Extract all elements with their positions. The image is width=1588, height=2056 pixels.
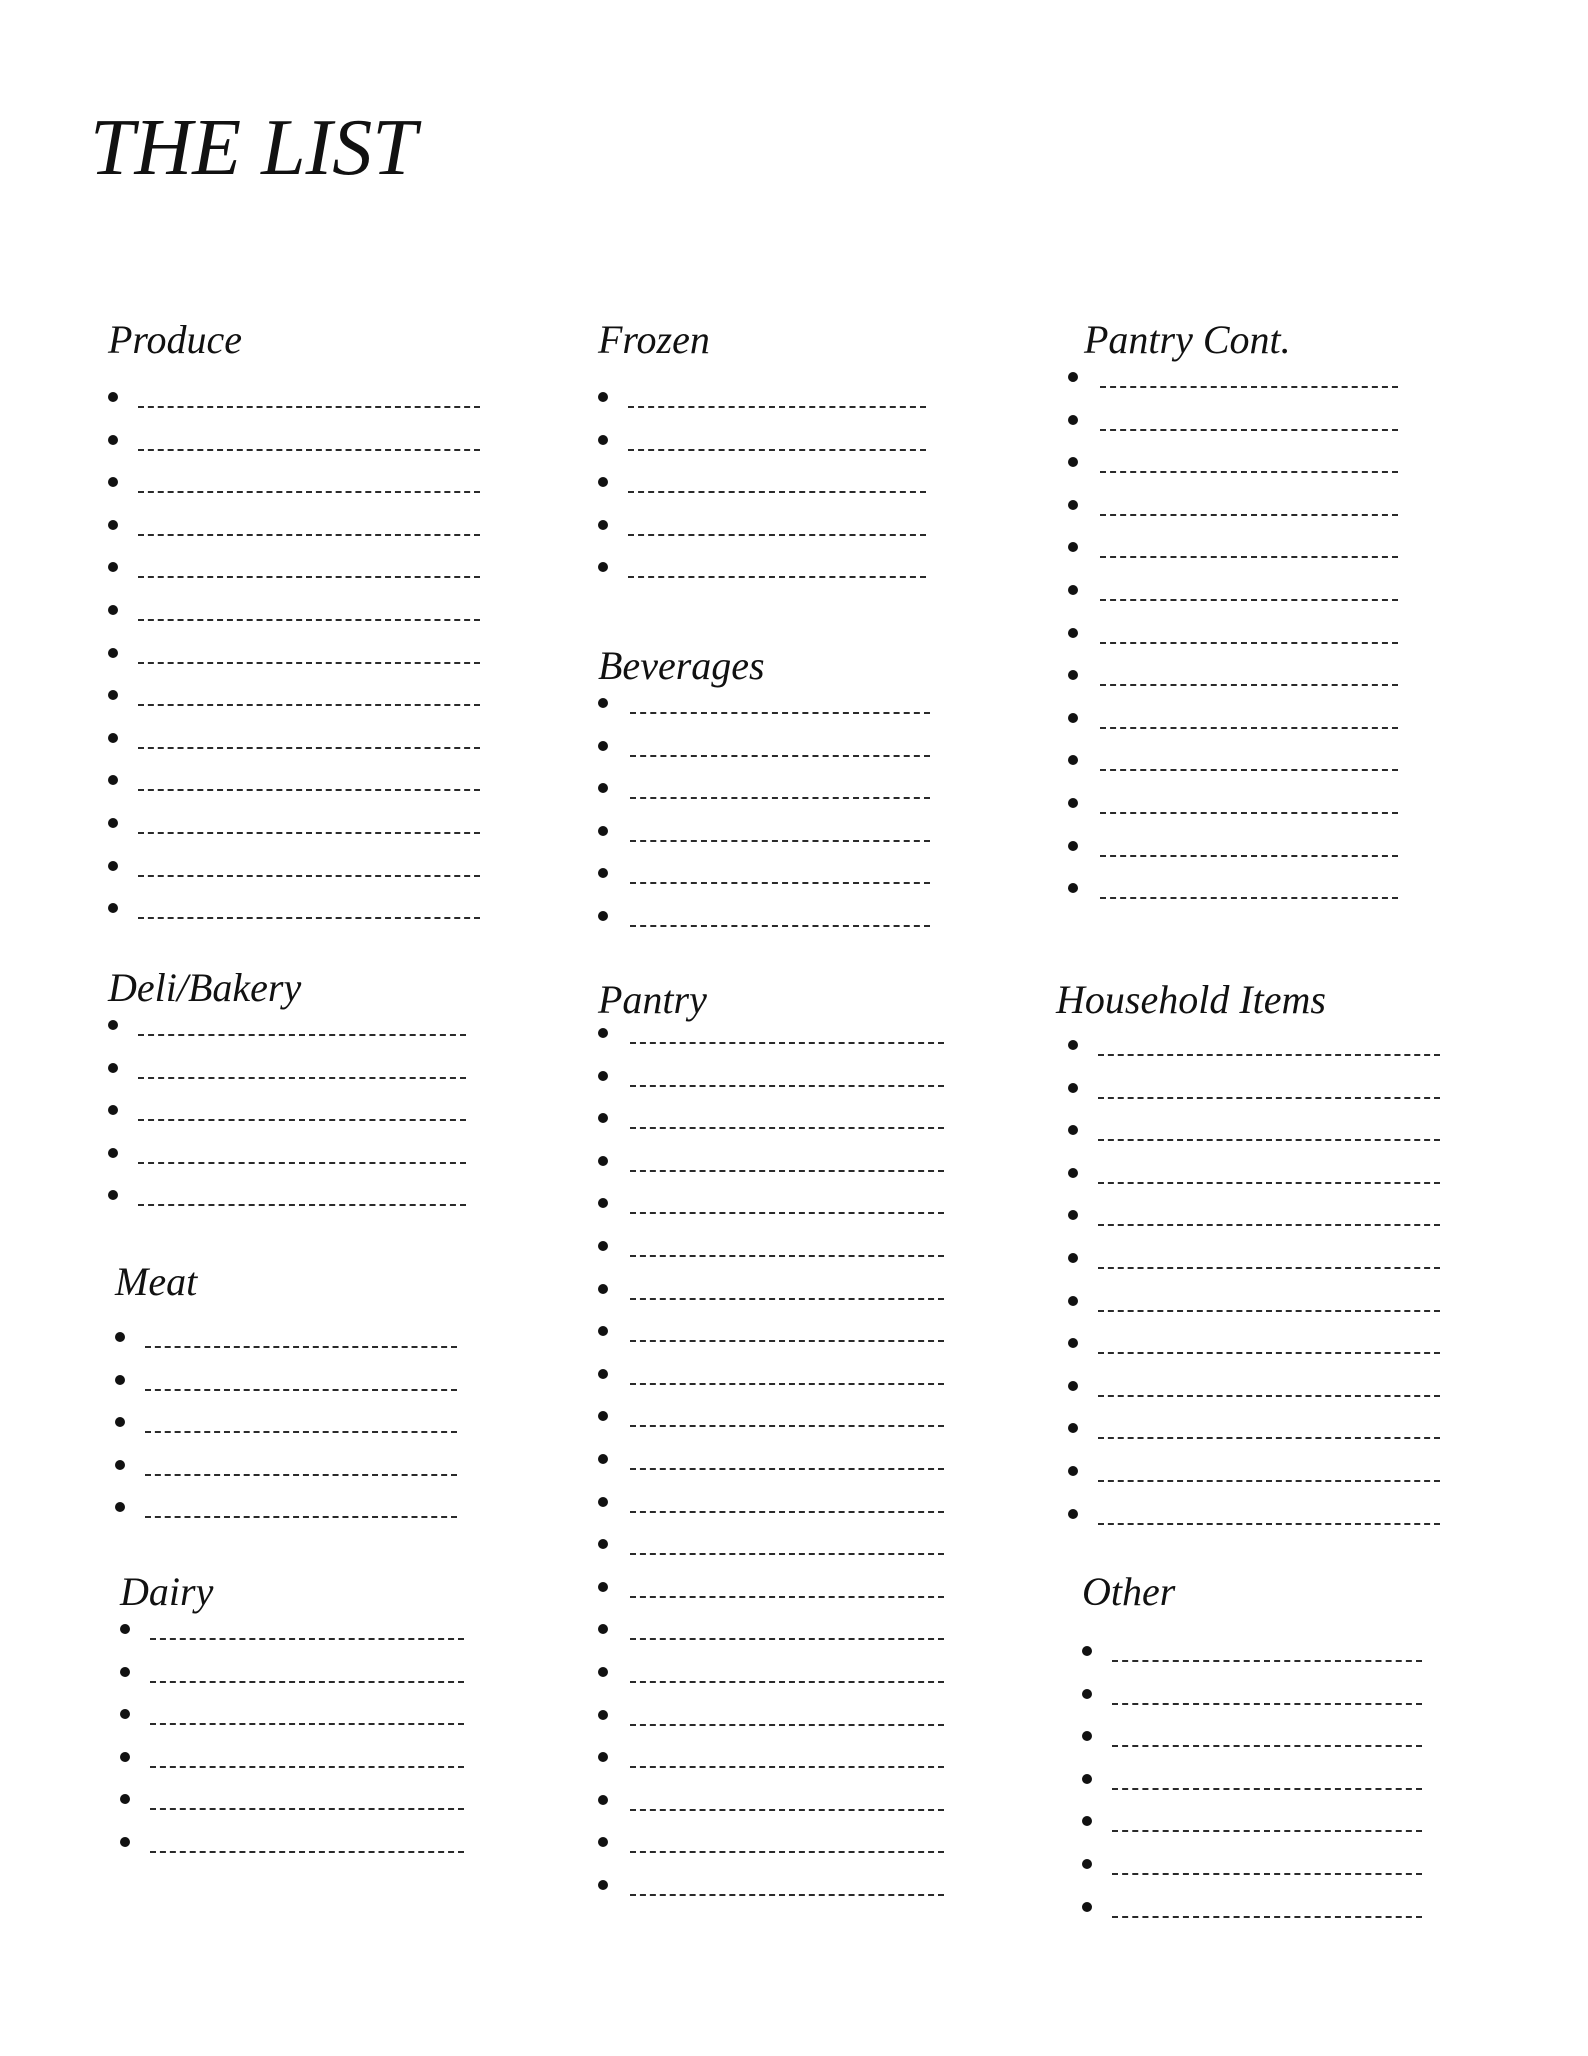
write-in-line[interactable]	[630, 1042, 944, 1044]
write-in-line[interactable]	[1112, 1873, 1422, 1875]
write-in-line[interactable]	[138, 832, 480, 834]
bullet-icon	[598, 1667, 608, 1677]
write-in-line[interactable]	[1098, 1097, 1440, 1099]
bullet-icon	[598, 562, 608, 572]
bullet-icon	[1082, 1731, 1092, 1741]
write-in-line[interactable]	[150, 1723, 464, 1725]
write-in-line[interactable]	[628, 534, 926, 536]
write-in-line[interactable]	[630, 1766, 944, 1768]
bullet-icon	[115, 1502, 125, 1512]
write-in-line[interactable]	[630, 1127, 944, 1129]
write-in-line[interactable]	[1100, 642, 1398, 644]
bullet-icon	[1068, 500, 1078, 510]
write-in-line[interactable]	[630, 1298, 944, 1300]
write-in-line[interactable]	[628, 576, 926, 578]
write-in-line[interactable]	[1112, 1916, 1422, 1918]
write-in-line[interactable]	[1100, 386, 1398, 388]
write-in-line[interactable]	[1098, 1139, 1440, 1141]
write-in-line[interactable]	[138, 704, 480, 706]
write-in-line[interactable]	[145, 1516, 457, 1518]
bullet-icon	[108, 1148, 118, 1158]
write-in-line[interactable]	[630, 1085, 944, 1087]
bullet-icon	[108, 1105, 118, 1115]
write-in-line[interactable]	[630, 1809, 944, 1811]
bullet-icon	[598, 1241, 608, 1251]
bullet-icon	[598, 698, 608, 708]
write-in-line[interactable]	[1100, 769, 1398, 771]
write-in-line[interactable]	[630, 1212, 944, 1214]
write-in-line[interactable]	[145, 1389, 457, 1391]
bullet-icon	[108, 562, 118, 572]
write-in-line[interactable]	[1112, 1660, 1422, 1662]
bullet-icon	[108, 477, 118, 487]
write-in-line[interactable]	[630, 1851, 944, 1853]
write-in-line[interactable]	[1098, 1224, 1440, 1226]
section-heading: Pantry	[598, 977, 707, 1022]
bullet-icon	[108, 392, 118, 402]
write-in-line[interactable]	[138, 406, 480, 408]
bullet-icon	[1068, 1423, 1078, 1433]
bullet-icon	[1068, 628, 1078, 638]
bullet-icon	[108, 690, 118, 700]
bullet-icon	[598, 1028, 608, 1038]
bullet-icon	[598, 1071, 608, 1081]
write-in-line[interactable]	[138, 789, 480, 791]
write-in-line[interactable]	[1098, 1395, 1440, 1397]
write-in-line[interactable]	[138, 1077, 466, 1079]
write-in-line[interactable]	[630, 1255, 944, 1257]
write-in-line[interactable]	[1100, 599, 1398, 601]
write-in-line[interactable]	[1112, 1830, 1422, 1832]
write-in-line[interactable]	[1098, 1182, 1440, 1184]
bullet-icon	[598, 1624, 608, 1634]
bullet-icon	[1082, 1859, 1092, 1869]
write-in-line[interactable]	[630, 1170, 944, 1172]
bullet-icon	[598, 1284, 608, 1294]
bullet-icon	[598, 1454, 608, 1464]
bullet-icon	[598, 520, 608, 530]
bullet-icon	[1068, 1125, 1078, 1135]
write-in-line[interactable]	[1112, 1703, 1422, 1705]
bullet-icon	[598, 1497, 608, 1507]
write-in-line[interactable]	[138, 1162, 466, 1164]
bullet-icon	[1068, 542, 1078, 552]
write-in-line[interactable]	[1098, 1352, 1440, 1354]
bullet-icon	[1068, 457, 1078, 467]
bullet-icon	[1068, 798, 1078, 808]
write-in-line[interactable]	[630, 1425, 944, 1427]
write-in-line[interactable]	[630, 1383, 944, 1385]
write-in-line[interactable]	[150, 1766, 464, 1768]
bullet-icon	[1068, 1040, 1078, 1050]
bullet-icon	[598, 1582, 608, 1592]
section-heading: Deli/Bakery	[108, 965, 302, 1010]
bullet-icon	[115, 1460, 125, 1470]
write-in-line[interactable]	[628, 406, 926, 408]
write-in-line[interactable]	[1100, 812, 1398, 814]
bullet-icon	[598, 1369, 608, 1379]
write-in-line[interactable]	[1100, 855, 1398, 857]
bullet-icon	[598, 1326, 608, 1336]
bullet-icon	[598, 392, 608, 402]
bullet-icon	[108, 435, 118, 445]
bullet-icon	[1082, 1774, 1092, 1784]
write-in-line[interactable]	[1112, 1745, 1422, 1747]
bullet-icon	[120, 1624, 130, 1634]
bullet-icon	[120, 1794, 130, 1804]
bullet-icon	[120, 1837, 130, 1847]
write-in-line[interactable]	[630, 1511, 944, 1513]
write-in-line[interactable]	[138, 491, 480, 493]
write-in-line[interactable]	[630, 882, 930, 884]
write-in-line[interactable]	[1098, 1267, 1440, 1269]
section-heading: Beverages	[598, 643, 765, 688]
write-in-line[interactable]	[630, 1681, 944, 1683]
write-in-line[interactable]	[145, 1431, 457, 1433]
write-in-line[interactable]	[138, 875, 480, 877]
write-in-line[interactable]	[145, 1474, 457, 1476]
write-in-line[interactable]	[138, 1034, 466, 1036]
write-in-line[interactable]	[630, 797, 930, 799]
bullet-icon	[598, 1880, 608, 1890]
write-in-line[interactable]	[630, 1894, 944, 1896]
write-in-line[interactable]	[150, 1808, 464, 1810]
write-in-line[interactable]	[630, 1340, 944, 1342]
write-in-line[interactable]	[150, 1851, 464, 1853]
bullet-icon	[598, 1411, 608, 1421]
write-in-line[interactable]	[138, 1204, 466, 1206]
bullet-icon	[598, 1198, 608, 1208]
bullet-icon	[598, 911, 608, 921]
write-in-line[interactable]	[1100, 727, 1398, 729]
bullet-icon	[108, 818, 118, 828]
bullet-icon	[1068, 1210, 1078, 1220]
bullet-icon	[598, 1539, 608, 1549]
bullet-icon	[108, 733, 118, 743]
write-in-line[interactable]	[138, 619, 480, 621]
bullet-icon	[1068, 755, 1078, 765]
bullet-icon	[1068, 713, 1078, 723]
write-in-line[interactable]	[1098, 1480, 1440, 1482]
bullet-icon	[1068, 1509, 1078, 1519]
write-in-line[interactable]	[1112, 1788, 1422, 1790]
write-in-line[interactable]	[1100, 429, 1398, 431]
section-heading: Other	[1082, 1569, 1176, 1614]
section-heading: Household Items	[1056, 977, 1326, 1022]
section-heading: Pantry Cont.	[1084, 317, 1291, 362]
section-heading: Produce	[108, 317, 243, 362]
write-in-line[interactable]	[145, 1346, 457, 1348]
write-in-line[interactable]	[1098, 1523, 1440, 1525]
write-in-line[interactable]	[138, 917, 480, 919]
bullet-icon	[108, 861, 118, 871]
write-in-line[interactable]	[630, 712, 930, 714]
bullet-icon	[1068, 1296, 1078, 1306]
bullet-icon	[598, 1795, 608, 1805]
bullet-icon	[598, 826, 608, 836]
bullet-icon	[598, 435, 608, 445]
bullet-icon	[598, 1156, 608, 1166]
bullet-icon	[1068, 841, 1078, 851]
write-in-line[interactable]	[138, 1119, 466, 1121]
bullet-icon	[115, 1375, 125, 1385]
bullet-icon	[108, 1190, 118, 1200]
bullet-icon	[598, 1710, 608, 1720]
bullet-icon	[108, 1020, 118, 1030]
write-in-line[interactable]	[630, 925, 930, 927]
bullet-icon	[1068, 372, 1078, 382]
bullet-icon	[598, 783, 608, 793]
bullet-icon	[1082, 1646, 1092, 1656]
write-in-line[interactable]	[1100, 684, 1398, 686]
bullet-icon	[108, 520, 118, 530]
write-in-line[interactable]	[1098, 1437, 1440, 1439]
page-title: THE LIST	[90, 104, 417, 192]
write-in-line[interactable]	[138, 747, 480, 749]
bullet-icon	[1068, 1253, 1078, 1263]
bullet-icon	[108, 775, 118, 785]
write-in-line[interactable]	[138, 576, 480, 578]
bullet-icon	[1068, 1083, 1078, 1093]
write-in-line[interactable]	[628, 491, 926, 493]
write-in-line[interactable]	[1100, 556, 1398, 558]
bullet-icon	[1068, 415, 1078, 425]
bullet-icon	[115, 1417, 125, 1427]
write-in-line[interactable]	[630, 1468, 944, 1470]
bullet-icon	[120, 1752, 130, 1762]
write-in-line[interactable]	[630, 1638, 944, 1640]
write-in-line[interactable]	[138, 534, 480, 536]
bullet-icon	[108, 903, 118, 913]
bullet-icon	[1068, 1168, 1078, 1178]
write-in-line[interactable]	[150, 1638, 464, 1640]
write-in-line[interactable]	[630, 755, 930, 757]
write-in-line[interactable]	[630, 840, 930, 842]
bullet-icon	[1068, 670, 1078, 680]
bullet-icon	[1082, 1689, 1092, 1699]
bullet-icon	[108, 605, 118, 615]
write-in-line[interactable]	[630, 1596, 944, 1598]
bullet-icon	[598, 741, 608, 751]
write-in-line[interactable]	[1100, 514, 1398, 516]
write-in-line[interactable]	[150, 1681, 464, 1683]
write-in-line[interactable]	[630, 1724, 944, 1726]
bullet-icon	[108, 1063, 118, 1073]
bullet-icon	[598, 477, 608, 487]
bullet-icon	[1068, 1466, 1078, 1476]
bullet-icon	[598, 1113, 608, 1123]
section-heading: Frozen	[598, 317, 710, 362]
bullet-icon	[1068, 883, 1078, 893]
write-in-line[interactable]	[630, 1553, 944, 1555]
write-in-line[interactable]	[1100, 471, 1398, 473]
bullet-icon	[108, 648, 118, 658]
bullet-icon	[120, 1667, 130, 1677]
write-in-line[interactable]	[1100, 897, 1398, 899]
bullet-icon	[598, 1752, 608, 1762]
bullet-icon	[1068, 1381, 1078, 1391]
write-in-line[interactable]	[628, 449, 926, 451]
bullet-icon	[1068, 1338, 1078, 1348]
bullet-icon	[598, 1837, 608, 1847]
bullet-icon	[1082, 1902, 1092, 1912]
section-heading: Dairy	[120, 1569, 214, 1614]
bullet-icon	[1082, 1816, 1092, 1826]
write-in-line[interactable]	[1098, 1054, 1440, 1056]
write-in-line[interactable]	[1098, 1310, 1440, 1312]
bullet-icon	[115, 1332, 125, 1342]
bullet-icon	[1068, 585, 1078, 595]
section-heading: Meat	[115, 1259, 198, 1304]
bullet-icon	[120, 1709, 130, 1719]
write-in-line[interactable]	[138, 449, 480, 451]
bullet-icon	[598, 868, 608, 878]
write-in-line[interactable]	[138, 662, 480, 664]
